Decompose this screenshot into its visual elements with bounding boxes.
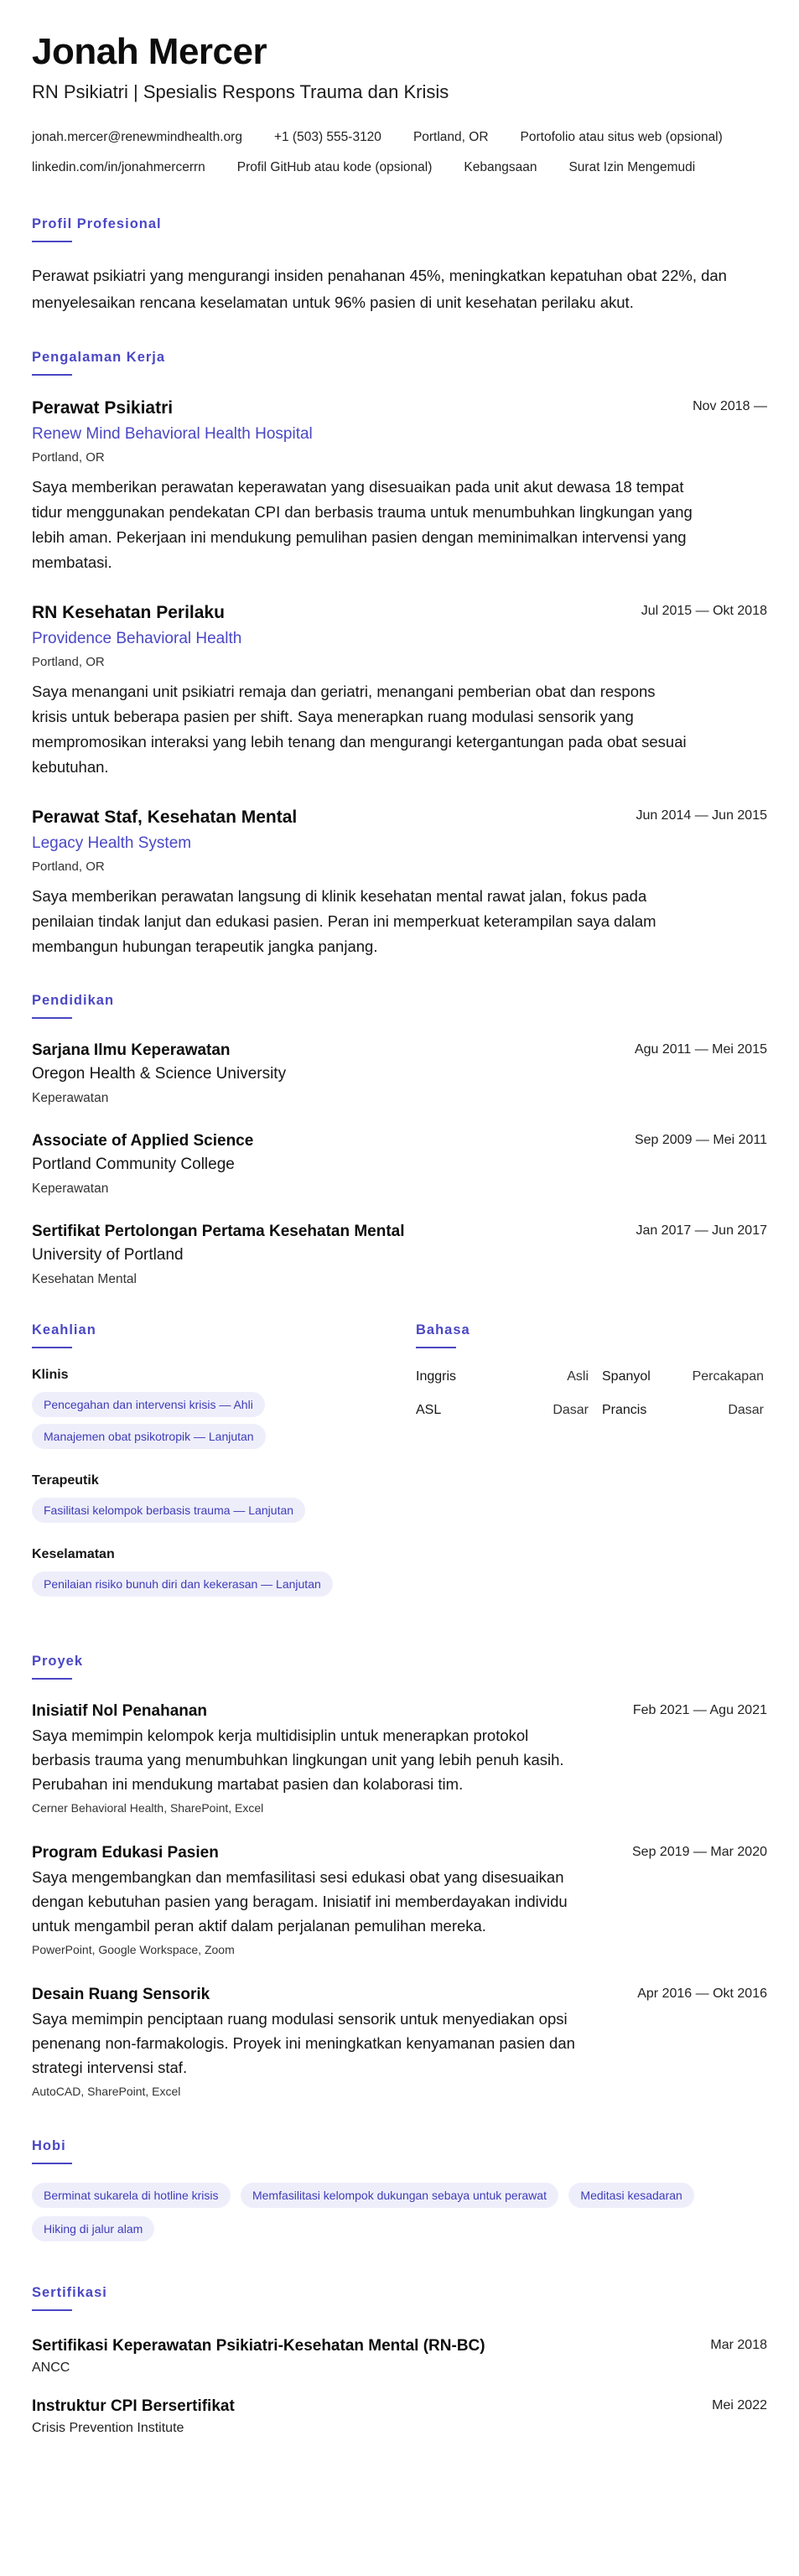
- project-description: Saya memimpin kelompok kerja multidisiplin untuk menerapkan protokol berbasis trauma yang menumbuhkan lingkungan unit yang lebih penuh kasih. Perubahan ini mendukung martabat pasien dan kolaborasi tim.: [32, 1727, 564, 1793]
- section-divider: [32, 374, 72, 376]
- education-entry: [32, 1220, 767, 1291]
- project-title: Inisiatif Nol Penahanan: [32, 1702, 208, 1720]
- job-title: Perawat Psikiatri: [32, 398, 174, 418]
- candidate-name: Jonah Mercer: [32, 31, 267, 72]
- education-dates: Agu 2011 — Mei 2015: [634, 1042, 767, 1057]
- candidate-headline: RN Psikiatri | Spesialis Respons Trauma dan Krisis: [32, 81, 449, 102]
- job-entry: [32, 396, 767, 575]
- job-location: Portland, OR: [32, 655, 105, 669]
- project-tools: PowerPoint, Google Workspace, Zoom: [32, 1943, 235, 1956]
- project-tools: Cerner Behavioral Health, SharePoint, Excel: [32, 1801, 264, 1815]
- project-description: Saya mengembangkan dan memfasilitasi sesi edukasi obat yang disesuaikan dengan kebutuhan pasien yang beragam. Inisiatif ini memberdayakan individu untuk mengambil peran aktif dalam perjalanan pemulihan mereka.: [32, 1868, 568, 1935]
- job-dates: Jul 2015 — Okt 2018: [641, 604, 767, 618]
- language-level: Asli: [567, 1369, 589, 1384]
- skill-group: [32, 1365, 416, 1456]
- education-school: University of Portland: [32, 1246, 184, 1264]
- project-description: Saya memimpin penciptaan ruang modulasi sensorik untuk menyediakan opsi penenang non-farmakologis. Proyek ini meningkatkan kenyamanan pasien dan strategi intervensi staf.: [32, 2010, 575, 2076]
- language-name: Spanyol: [602, 1369, 651, 1384]
- project-title: Program Edukasi Pasien: [32, 1844, 219, 1862]
- contact-location: Portland, OR: [412, 130, 489, 144]
- job-entry: [32, 805, 767, 959]
- skill-tag: Penilaian risiko bunuh diri dan kekerasan — Lanjutan: [32, 1571, 333, 1597]
- certification-entry: [32, 2395, 767, 2438]
- job-description: Saya memberikan perawatan keperawatan yang disesuaikan pada unit akut dewasa 18 tempat tidur menggunakan pendekatan CPI dan berbasis trauma untuk menumbuhkan lingkungan yang lebih aman. Pekerjaan ini mendukung pemulihan pasien dengan meminimalkan intervensi yang membatasi.: [32, 478, 693, 571]
- job-description: Saya memberikan perawatan langsung di klinik kesehatan mental rawat jalan, fokus pada penilaian tindak lanjut dan edukasi pasien. Peran ini memperkuat keterampilan saya dalam membangun hubungan terapeutik jangka panjang.: [32, 887, 656, 955]
- project-entry: [32, 1700, 767, 1818]
- education-entry: [32, 1130, 767, 1200]
- skill-group: [32, 1471, 416, 1530]
- language-name: Inggris: [416, 1369, 457, 1384]
- education-field: Keperawatan: [32, 1091, 109, 1105]
- hobby-tag: Berminat sukarela di hotline krisis: [32, 2183, 231, 2208]
- project-title: Desain Ruang Sensorik: [32, 1986, 210, 2003]
- job-company: Renew Mind Behavioral Health Hospital: [32, 425, 313, 443]
- skill-category: Klinis: [32, 1368, 69, 1382]
- section-divider: [416, 1347, 456, 1348]
- hobby-tag: Hiking di jalur alam: [32, 2216, 154, 2241]
- section-divider: [32, 1347, 72, 1348]
- section-title: Pengalaman Kerja: [32, 350, 166, 365]
- education-field: Kesehatan Mental: [32, 1272, 137, 1286]
- contact-github[interactable]: Profil GitHub atau kode (opsional): [236, 160, 433, 174]
- certification-entry: [32, 2334, 767, 2378]
- experience-section: [32, 348, 767, 959]
- project-tools: AutoCAD, SharePoint, Excel: [32, 2085, 181, 2098]
- skill-category: Terapeutik: [32, 1473, 99, 1488]
- skills-languages-row: [32, 1321, 767, 1618]
- section-title: Bahasa: [416, 1322, 470, 1337]
- section-title: Sertifikasi: [32, 2285, 107, 2300]
- contact-nationality: Kebangsaan: [464, 160, 537, 174]
- section-divider: [32, 2163, 72, 2164]
- education-entry: [32, 1039, 767, 1109]
- skill-tag: Fasilitasi kelompok berbasis trauma — Lanjutan: [32, 1498, 305, 1523]
- profile-section: [32, 215, 767, 316]
- project-entry: [32, 1841, 767, 1960]
- section-title: Hobi: [32, 2138, 66, 2153]
- job-location: Portland, OR: [32, 450, 105, 465]
- skill-tag: Manajemen obat psikotropik — Lanjutan: [32, 1424, 266, 1449]
- section-divider: [32, 1017, 72, 1019]
- job-location: Portland, OR: [32, 860, 105, 874]
- project-entry: [32, 1983, 767, 2101]
- certification-issuer: ANCC: [32, 2360, 70, 2375]
- job-title: RN Kesehatan Perilaku: [32, 603, 225, 622]
- education-school: Oregon Health & Science University: [32, 1065, 287, 1083]
- job-dates: Nov 2018 —: [693, 399, 767, 413]
- education-degree: Associate of Applied Science: [32, 1132, 254, 1150]
- project-dates: Sep 2019 — Mar 2020: [632, 1845, 767, 1859]
- resume-header: [32, 30, 767, 183]
- contact-phone[interactable]: +1 (503) 555-3120: [273, 130, 381, 144]
- language-list: [416, 1360, 767, 1427]
- project-dates: Feb 2021 — Agu 2021: [632, 1703, 767, 1717]
- certification-name: Sertifikasi Keperawatan Psikiatri-Kesehatan Mental (RN-BC): [32, 2337, 485, 2355]
- profile-summary: Perawat psikiatri yang mengurangi insiden penahanan 45%, meningkatkan kepatuhan obat 22%, dan menyelesaikan rencana keselamatan untuk 96% pasien di unit kesehatan perilaku akut.: [32, 267, 727, 311]
- skill-tag: Pencegahan dan intervensi krisis — Ahli: [32, 1392, 265, 1417]
- education-dates: Jan 2017 — Jun 2017: [636, 1223, 767, 1238]
- contact-email[interactable]: jonah.mercer@renewmindhealth.org: [32, 130, 242, 144]
- section-divider: [32, 1678, 72, 1680]
- languages-section: [416, 1321, 767, 1618]
- language-name: ASL: [416, 1403, 442, 1417]
- contact-driving-license: Surat Izin Mengemudi: [568, 160, 696, 174]
- job-entry: [32, 600, 767, 780]
- language-level: Percakapan: [692, 1369, 764, 1384]
- hobbies-section: [32, 2137, 767, 2250]
- education-school: Portland Community College: [32, 1156, 235, 1173]
- section-divider: [32, 241, 72, 242]
- education-degree: Sertifikat Pertolongan Pertama Kesehatan Mental: [32, 1223, 405, 1240]
- job-dates: Jun 2014 — Jun 2015: [636, 808, 767, 823]
- contact-linkedin[interactable]: linkedin.com/in/jonahmercerrn: [32, 160, 205, 174]
- job-company: Providence Behavioral Health: [32, 630, 242, 647]
- certification-date: Mar 2018: [710, 2338, 767, 2352]
- contact-portfolio[interactable]: Portofolio atau situs web (opsional): [520, 130, 723, 144]
- education-field: Keperawatan: [32, 1182, 109, 1196]
- certification-name: Instruktur CPI Bersertifikat: [32, 2397, 235, 2415]
- job-title: Perawat Staf, Kesehatan Mental: [32, 808, 298, 827]
- section-title: Proyek: [32, 1654, 84, 1669]
- education-section: [32, 991, 767, 1291]
- contact-list: [32, 122, 770, 183]
- education-degree: Sarjana Ilmu Keperawatan: [32, 1041, 231, 1059]
- section-title: Pendidikan: [32, 993, 115, 1008]
- hobby-tag: Meditasi kesadaran: [568, 2183, 693, 2208]
- projects-section: [32, 1652, 767, 2101]
- skill-category: Keselamatan: [32, 1547, 115, 1561]
- section-title: Keahlian: [32, 1322, 96, 1337]
- language-level: Dasar: [553, 1403, 589, 1417]
- section-divider: [32, 2309, 72, 2311]
- certifications-section: [32, 2283, 767, 2438]
- job-company: Legacy Health System: [32, 834, 192, 852]
- education-dates: Sep 2009 — Mei 2011: [634, 1133, 767, 1147]
- skill-group: [32, 1545, 416, 1603]
- hobby-tag: Memfasilitasi kelompok dukungan sebaya untuk perawat: [241, 2183, 558, 2208]
- section-title: Profil Profesional: [32, 216, 162, 231]
- language-name: Prancis: [602, 1403, 647, 1417]
- skills-section: [32, 1321, 416, 1618]
- certification-issuer: Crisis Prevention Institute: [32, 2421, 184, 2435]
- language-level: Dasar: [728, 1403, 764, 1417]
- job-description: Saya menangani unit psikiatri remaja dan geriatri, menangani pemberian obat dan respons krisis untuk beberapa pasien per shift. Saya menerapkan ruang modulasi sensorik yang mempromosikan interaksi yang lebih tenang dan mengurangi ketergantungan pada obat sesuai kebutuhan.: [32, 683, 687, 776]
- project-dates: Apr 2016 — Okt 2016: [637, 1987, 767, 2001]
- certification-date: Mei 2022: [712, 2398, 767, 2412]
